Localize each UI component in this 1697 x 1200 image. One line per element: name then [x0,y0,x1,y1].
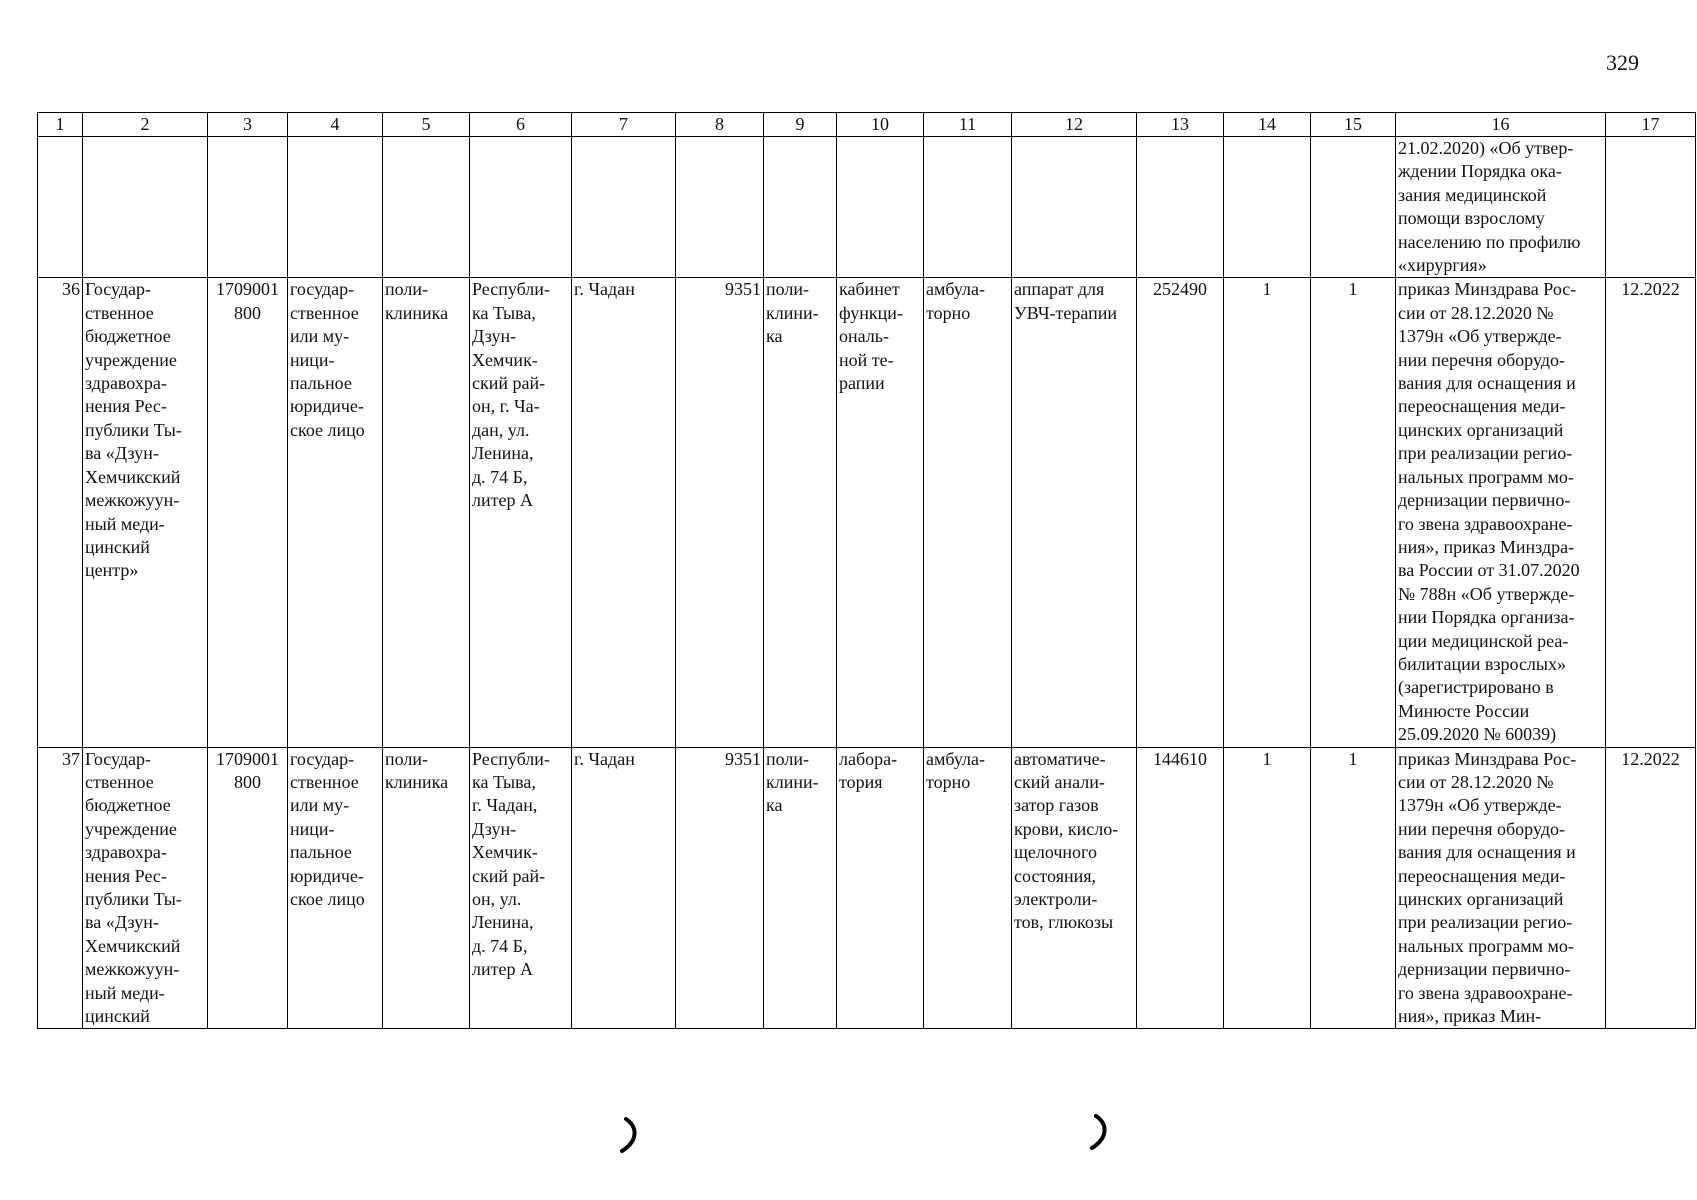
owner-type-cell: государ- ственное или му- ници- пальное юридиче- ское лицо [288,278,383,747]
cell [208,137,288,278]
cell [1012,137,1137,278]
basis-cell: приказ Минздрава Рос- сии от 28.12.2020 № 1379н «Об утвержде- нии перечня оборудо- вания для оснащения и переоснащения меди- цинских организаций при реализации регио- нальных программ мо- дернизации первично- го звена здравоохране- ния», приказ Мин- [1396,747,1606,1029]
header-cell-10: 10 [837,113,924,137]
header-cell-13: 13 [1137,113,1224,137]
header-cell-17: 17 [1606,113,1696,137]
facility-type-cell: поли- клиника [383,278,470,747]
row-number: 37 [38,747,83,1029]
document-table [37,112,1696,1029]
quantity-cell: 1 [1311,747,1396,1029]
table-row [38,278,1696,747]
header-cell-8: 8 [676,113,764,137]
equipment-code-cell: 252490 [1137,278,1224,747]
header-cell-2: 2 [83,113,208,137]
signature-mark [1088,1112,1112,1152]
equipment-cell: автоматиче- ский анали- затор газов крови, кисло- щелочного состояния, электроли- тов, глюкозы [1012,747,1137,1029]
owner-type-cell: государ- ственное или му- ници- пальное юридиче- ское лицо [288,747,383,1029]
cell [1606,137,1696,278]
cell [837,137,924,278]
date-cell: 12.2022 [1606,747,1696,1029]
continuation-row [38,137,1696,278]
cell [38,137,83,278]
cell [764,137,837,278]
organization-cell: Государ- ственное бюджетное учреждение здравохра- нения Рес- публики Ты- ва «Дзун- Хемчикский межкожуун- ный меди- цинский [83,747,208,1029]
equipment-cell: аппарат для УВЧ-терапии [1012,278,1137,747]
cell [1224,137,1311,278]
header-cell-5: 5 [383,113,470,137]
header-cell-11: 11 [924,113,1012,137]
quantity-cell: 1 [1311,278,1396,747]
care-cell: амбула- торно [924,278,1012,747]
cell [470,137,572,278]
equipment-code-cell: 144610 [1137,747,1224,1029]
header-row [38,113,1696,137]
cell [1311,137,1396,278]
population-cell: 9351 [676,278,764,747]
cell [83,137,208,278]
date-cell: 12.2022 [1606,278,1696,747]
cell [924,137,1012,278]
organization-cell: Государ- ственное бюджетное учреждение здравохра- нения Рес- публики Ты- ва «Дзун- Хемчикский межкожуун- ный меди- цинский центр» [83,278,208,747]
care-cell: амбула- торно [924,747,1012,1029]
town-cell: г. Чадан [572,278,676,747]
population-cell: 9351 [676,747,764,1029]
header-cell-1: 1 [38,113,83,137]
row-number: 36 [38,278,83,747]
town-cell: г. Чадан [572,747,676,1029]
cell [676,137,764,278]
header-cell-14: 14 [1224,113,1311,137]
table-row [38,747,1696,1029]
page-number: 329 [1606,50,1639,75]
room-cell: кабинет функци- ональ- ной те- рапии [837,278,924,747]
header-cell-3: 3 [208,113,288,137]
header-cell-7: 7 [572,113,676,137]
header-cell-16: 16 [1396,113,1606,137]
unit-cell: поли- клини- ка [764,747,837,1029]
code-cell: 1709001 800 [208,747,288,1029]
address-cell: Республи- ка Тыва, г. Чадан, Дзун- Хемчик- ский рай- он, ул. Ленина, д. 74 Б, литер А [470,747,572,1029]
quantity-cell: 1 [1224,747,1311,1029]
room-cell: лабора- тория [837,747,924,1029]
header-cell-12: 12 [1012,113,1137,137]
basis-cell: 21.02.2020) «Об утвер- ждении Порядка ока- зания медицинской помощи взрослому населению по профилю «хирургия» [1396,137,1606,278]
code-cell: 1709001 800 [208,278,288,747]
cell [572,137,676,278]
header-cell-4: 4 [288,113,383,137]
cell [288,137,383,278]
facility-type-cell: поли- клиника [383,747,470,1029]
unit-cell: поли- клини- ка [764,278,837,747]
cell [383,137,470,278]
cell [1137,137,1224,278]
header-cell-6: 6 [470,113,572,137]
signature-mark [618,1115,642,1155]
address-cell: Республи- ка Тыва, Дзун- Хемчик- ский рай- он, г. Ча- дан, ул. Ленина, д. 74 Б, литер А [470,278,572,747]
header-cell-15: 15 [1311,113,1396,137]
header-cell-9: 9 [764,113,837,137]
basis-cell: приказ Минздрава Рос- сии от 28.12.2020 № 1379н «Об утвержде- нии перечня оборудо- вания для оснащения и переоснащения меди- цинских организаций при реализации регио- нальных программ мо- дернизации первично- го звена здравоохране- ния», приказ Минздра- ва России от 31.07.2020 № 788н «Об утвержде- нии Порядка организа- ции медицинской реа- билитации взрослых» (зарегистрировано в Минюсте России 25.09.2020 № 60039) [1396,278,1606,747]
quantity-cell: 1 [1224,278,1311,747]
